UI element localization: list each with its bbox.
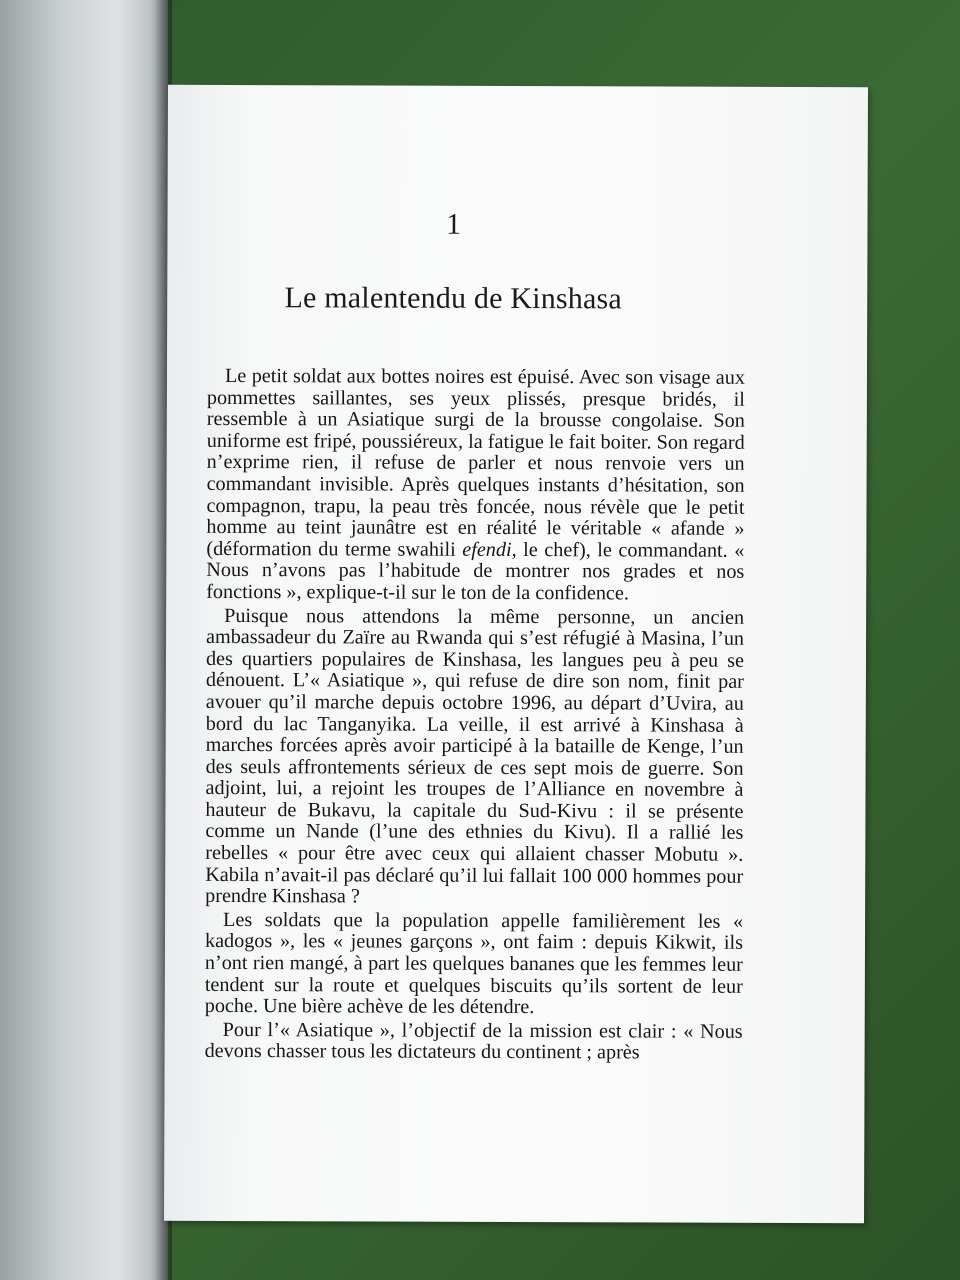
paragraph-2 bbox=[205, 605, 744, 909]
paragraph-4 bbox=[205, 1020, 743, 1065]
text-span: Les soldats que la population appelle familièrement les « kadogos », les « jeunes garçons », ont faim : depuis Kikwit, ils n’ont rien mangé, à part les quelques bananes que les femmes leur tendent sur la route et quelques biscuits qu’ils sortent de leur poche. Une bière achève de les détendre. bbox=[204, 908, 744, 1019]
text-span: Le petit soldat aux bottes noires est épuisé. Avec son visage aux pommettes saillantes, ses yeux plissés, presque bridés, il ressemble à un Asiatique surgi de la brousse congolaise. Son uniforme est fripé, poussiéreux, la fatigue le fait boiter. Son regard n’exprime rien, il refuse de parler et nous renvoie vers un commandant invisible. Après quelques instants d’hésitation, son compagnon, trapu, la peau très foncée, nous révèle que le petit homme au teint jaunâtre est en réalité le véritable « afande » (déformation du terme swahili bbox=[206, 364, 746, 561]
book-page bbox=[164, 85, 868, 1223]
italic-term: efendi bbox=[462, 538, 512, 561]
chapter-number: 1 bbox=[445, 207, 462, 241]
text-span: Pour l’« Asiatique », l’objectif de la mission est clair : « Nous devons chasser tous les dictateurs du continent ; après bbox=[204, 1018, 743, 1064]
text-span: , le chef), le commandant. « Nous n’avons pas l’habitude de montrer nos grades et nos fonctions », explique-t-il sur le ton de la confidence. bbox=[206, 538, 745, 605]
facing-page bbox=[0, 0, 168, 1280]
paragraph-1 bbox=[206, 366, 745, 605]
chapter-title: Le malentendu de Kinshasa bbox=[284, 281, 622, 316]
paragraph-3 bbox=[205, 910, 743, 1020]
chapter-body bbox=[205, 366, 745, 1065]
text-span: Puisque nous attendons la même personne, un ancien ambassadeur du Zaïre au Rwanda qui s’est réfugié à Masina, l’un des quartiers populaires de Kinshasa, les langues peu à peu se dénouent. L’« Asiatique », qui refuse de dire son nom, finit par avouer qu’il marche depuis octobre 1996, au départ d’Uvira, au bord du lac Tanganyika. La veille, il est arrivé à Kinshasa à marches forcées après avoir participé à la bataille de Kenge, l’un des seuls affrontements sérieux de ces sept mois de guerre. Son adjoint, lui, a rejoint les troupes de l’Alliance en novembre à hauteur de Bukavu, la capitale du Sud-Kivu : il se présente comme un Nande (l’une des ethnies du Kivu). Il a rallié les rebelles « pour être avec ceux qui allaient chasser Mobutu ». Kabila n’avait-il pas déclaré qu’il lui fallait 100 000 hommes pour prendre Kinshasa ? bbox=[205, 604, 745, 908]
